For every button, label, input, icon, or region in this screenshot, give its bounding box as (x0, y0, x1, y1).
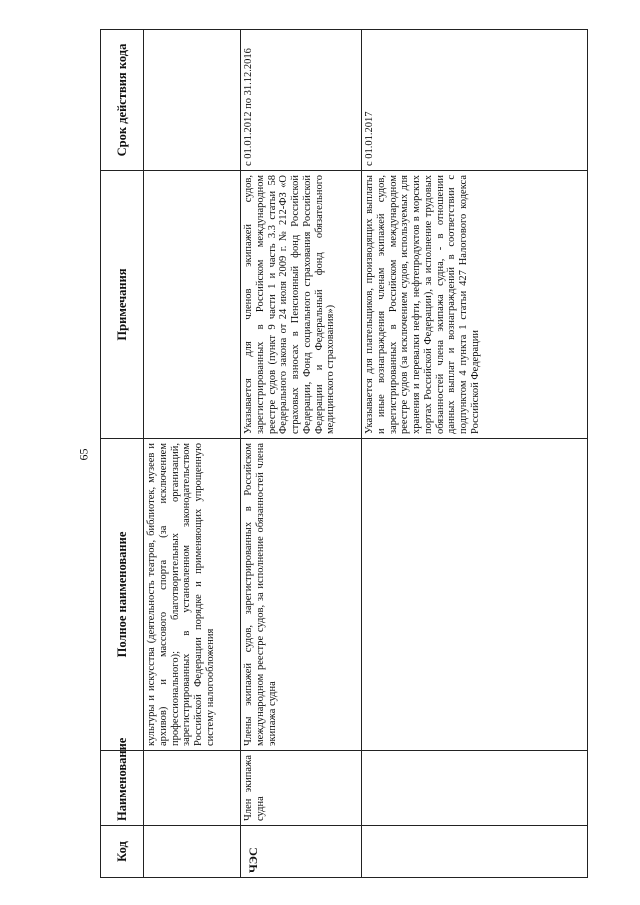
cell-full-name: культуры и искусства (деятельность театров, библиотек, музеев и архивов) и массового спорта (за исключением профессионального); благотворительных организаций, зарегистрированных в установленном законодательством Российской Федерации порядке и применяющих упрощенную систему налогообложения (144, 439, 241, 751)
cell-notes: Указывается для плательщиков, производящих выплаты и иные вознаграждения членам экипажей судов, зарегистрированных в Российском международном реестре судов (за исключением судов, используемых для хранения и перевалки нефти, нефтепродуктов в морских портах Российской Федерации), за исполнение трудовых обязанностей члена экипажа судна, - в отношении данных выплат и вознаграждений в соответствии с подпунктом 4 пункта 1 статьи 427 Налогового кодекса Российской Федерации (362, 171, 588, 439)
header-name: Наименование (101, 751, 144, 826)
cell-name (144, 751, 241, 826)
header-code: Код (101, 826, 144, 878)
cell-term: с 01.01.2017 (362, 30, 588, 171)
page-number: 65 (76, 448, 91, 461)
table-row (144, 30, 241, 878)
cell-term: с 01.01.2012 по 31.12.2016 (241, 30, 362, 171)
rotated-table-wrapper (100, 28, 590, 878)
table-row (362, 30, 588, 878)
header-notes: Примечания (101, 171, 144, 439)
cell-name (362, 751, 588, 826)
table-row (241, 30, 362, 878)
cell-name: Член экипажа судна (241, 751, 362, 826)
table-header-row (101, 30, 144, 878)
cell-full-name: Члены экипажей судов, зарегистрированных в Российском международном реестре судов, за исполнение обязанностей члена экипажа судна (241, 439, 362, 751)
cell-term (144, 30, 241, 171)
cell-notes (144, 171, 241, 439)
header-full-name: Полное наименование (101, 439, 144, 751)
codes-table (100, 29, 588, 878)
cell-notes: Указывается для членов экипажей судов, зарегистрированных в Российском международном реестре судов (пункт 9 части 1 и часть 3.3 статьи 58 Федерального закона от 24 июля 2009 г. № 212-ФЗ «О страховых взносах в Пенсионный фонд Российской Федерации, Фонд социального страхования Российской Федерации и Федеральный фонд обязательного медицинского страхования») (241, 171, 362, 439)
cell-code: ЧЭС (241, 826, 362, 878)
cell-code (144, 826, 241, 878)
cell-code (362, 826, 588, 878)
header-term: Срок действия кода (101, 30, 144, 171)
cell-full-name (362, 439, 588, 751)
